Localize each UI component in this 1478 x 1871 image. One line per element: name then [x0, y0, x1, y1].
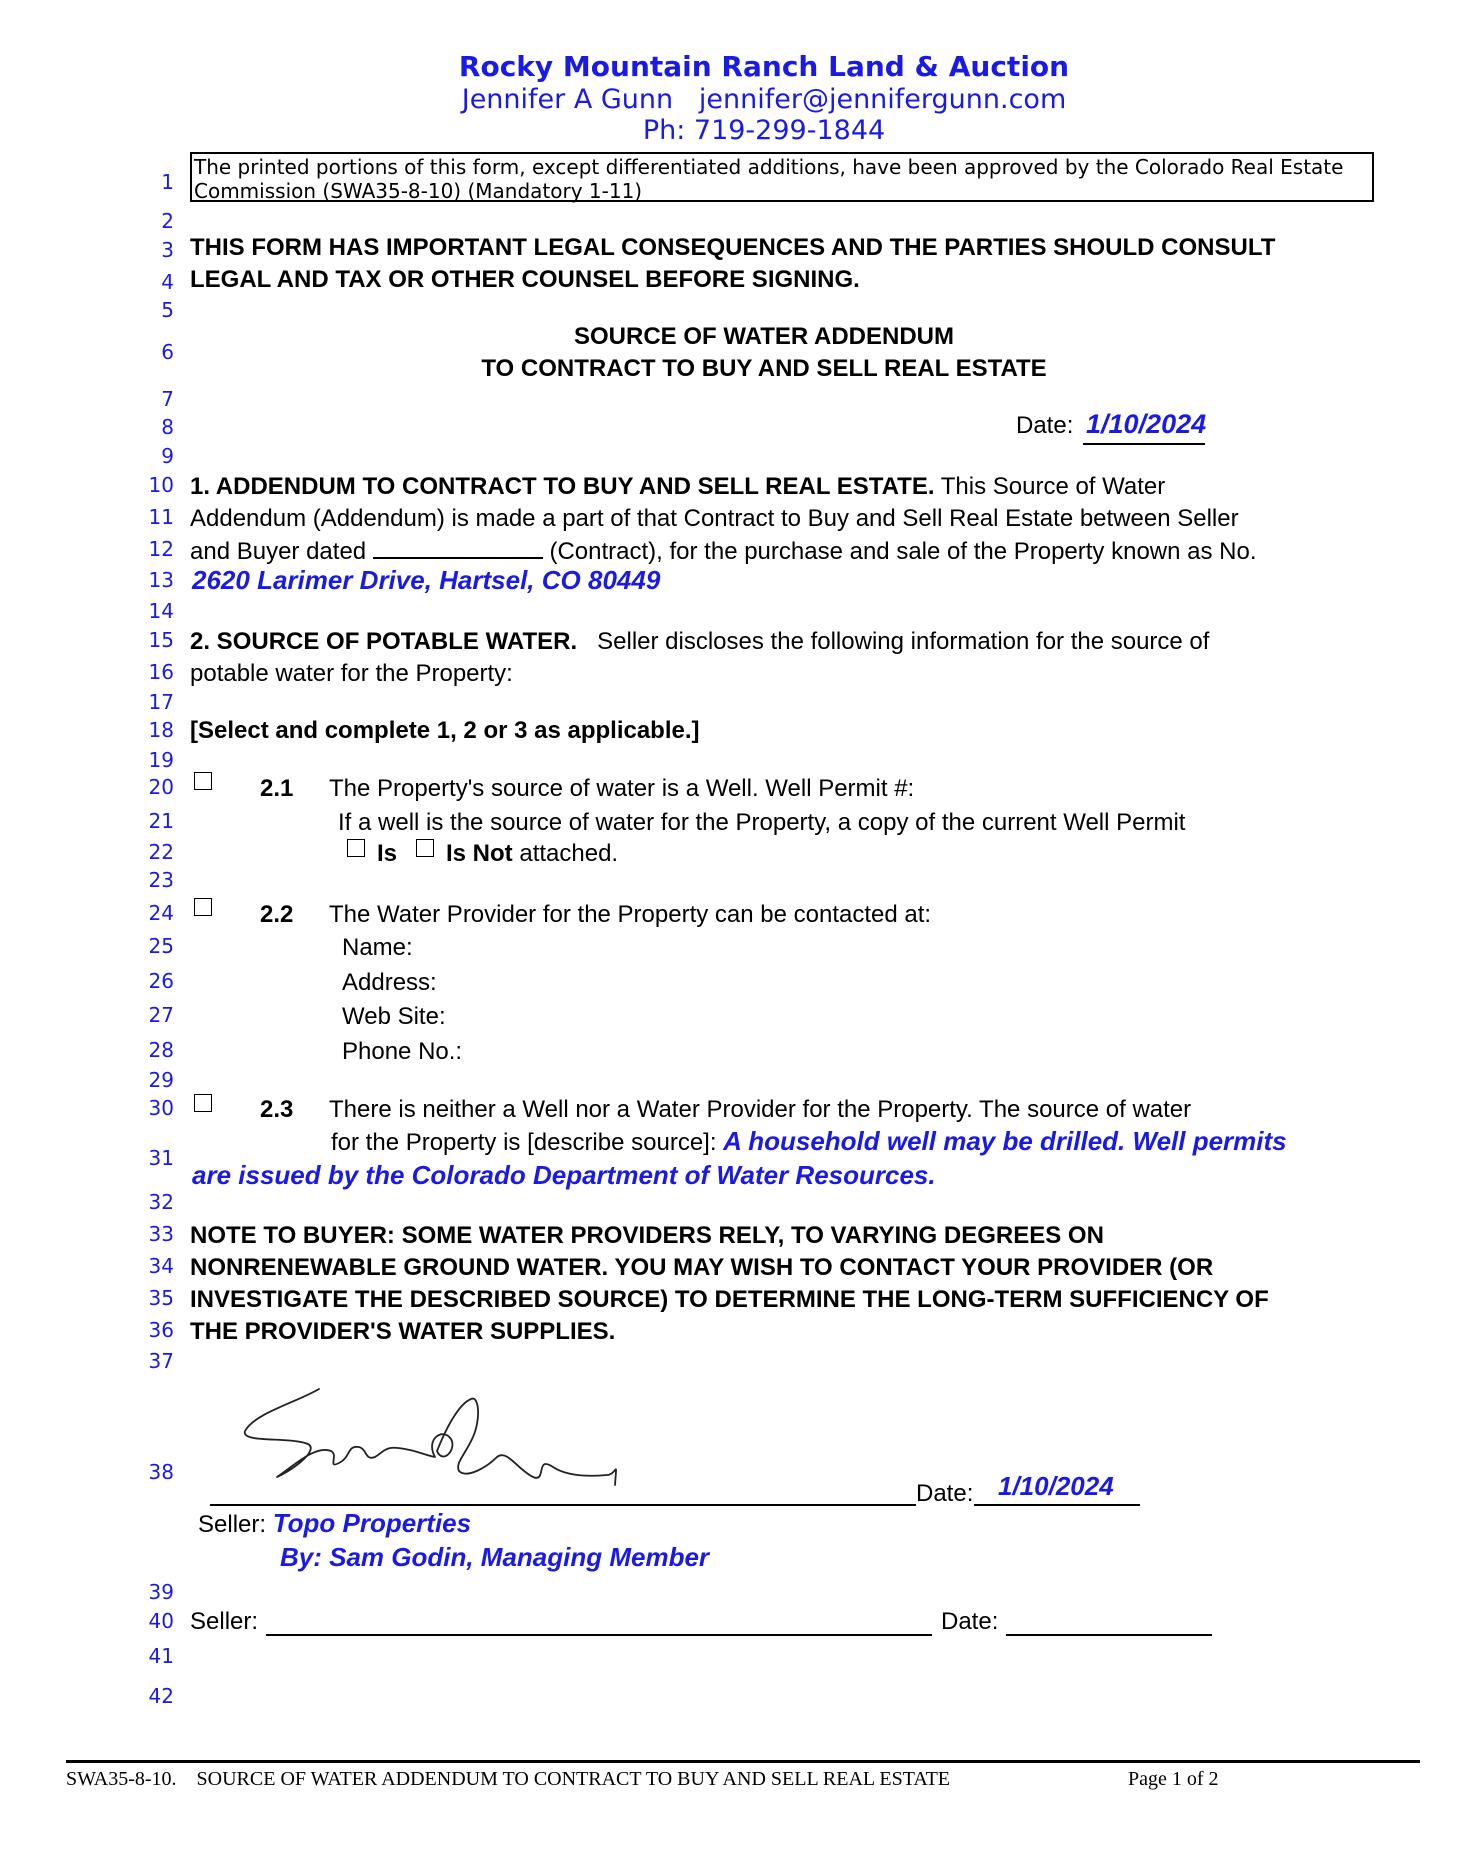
signature1-date-label: Date: [916, 1480, 974, 1507]
agent-phone: Ph: 719-299-1844 [642, 115, 886, 146]
is-label: Is [377, 840, 398, 867]
warning-line-2: LEGAL AND TAX OR OTHER COUNSEL BEFORE SIGNING. [190, 266, 860, 293]
line-number: 29 [148, 1068, 174, 1092]
company-name: Rocky Mountain Ranch Land & Auction [458, 50, 1070, 83]
well-permit-text: If a well is the source of water for the Property, a copy of the current Well Permit [338, 809, 1186, 836]
line-number: 31 [148, 1146, 174, 1170]
line-number: 17 [148, 690, 174, 714]
signature1-date-value[interactable]: 1/10/2024 [998, 1471, 1114, 1501]
footer-form-id: SWA35-8-10. SOURCE OF WATER ADDENDUM TO CONTRACT TO BUY AND SELL REAL ESTATE [66, 1768, 951, 1790]
select-instruction: [Select and complete 1, 2 or 3 as applicable.] [190, 717, 700, 744]
contract-date-blank[interactable] [373, 537, 543, 559]
note-line-4: THE PROVIDER'S WATER SUPPLIES. [190, 1318, 616, 1345]
note-line-2: NONRENEWABLE GROUND WATER. YOU MAY WISH TO CONTACT YOUR PROVIDER (OR [190, 1254, 1214, 1281]
option-2-3-text: There is neither a Well nor a Water Provider for the Property. The source of water [329, 1096, 1192, 1123]
agent-contact: Jennifer A Gunn jennifer@jennifergunn.com [461, 84, 1067, 115]
footer-rule [66, 1760, 1420, 1763]
line-number: 27 [148, 1003, 174, 1027]
signature2-date-label: Date: [941, 1608, 999, 1635]
provider-name-label: Name: [342, 934, 413, 961]
option-2-1-checkbox[interactable] [194, 772, 212, 790]
option-2-2-text: The Water Provider for the Property can be contacted at: [329, 901, 932, 928]
line-number: 28 [148, 1038, 174, 1062]
line-number: 35 [148, 1286, 174, 1310]
line-number: 1 [161, 170, 174, 194]
provider-address-label: Address: [342, 969, 437, 996]
buyer-dated-label: and Buyer dated [190, 538, 373, 565]
section1-heading: 1. ADDENDUM TO CONTRACT TO BUY AND SELL REAL ESTATE. [190, 473, 935, 500]
footer-page-number: Page 1 of 2 [1128, 1768, 1219, 1790]
water-source-a[interactable]: A household well may be drilled. Well permits [723, 1126, 1287, 1156]
signature1-date-underline [974, 1504, 1140, 1506]
line-number: 13 [148, 568, 174, 592]
seller-signature-image [235, 1385, 655, 1495]
line-number: 8 [161, 415, 174, 439]
seller-1-name[interactable]: Topo Properties [272, 1508, 472, 1538]
section2-heading: 2. SOURCE OF POTABLE WATER. [190, 628, 578, 655]
warning-line-1: THIS FORM HAS IMPORTANT LEGAL CONSEQUENCES AND THE PARTIES SHOULD CONSULT [190, 234, 1276, 261]
section2-line2: potable water for the Property: [190, 660, 513, 687]
option-2-3-checkbox[interactable] [194, 1094, 212, 1112]
section2-line1 [190, 628, 1209, 656]
date-label: Date: [1016, 412, 1074, 439]
line-number: 37 [148, 1349, 174, 1373]
note-line-1: NOTE TO BUYER: SOME WATER PROVIDERS RELY, TO VARYING DEGREES ON [190, 1222, 1104, 1249]
line-number: 5 [161, 298, 174, 322]
line-number: 41 [148, 1644, 174, 1668]
seller-signature-line-2[interactable] [266, 1634, 932, 1636]
attached-text: attached. [512, 840, 619, 867]
date-underline [1083, 443, 1205, 445]
line-number: 16 [148, 660, 174, 684]
line-number: 25 [148, 934, 174, 958]
provider-website-label: Web Site: [342, 1003, 446, 1030]
option-2-1-number: 2.1 [260, 775, 294, 802]
line-number: 39 [148, 1580, 174, 1604]
seller-1-label: Seller: [198, 1511, 273, 1538]
seller-signature-line-1[interactable] [210, 1504, 916, 1506]
line-number: 36 [148, 1318, 174, 1342]
line-number: 26 [148, 969, 174, 993]
provider-phone-label: Phone No.: [342, 1038, 463, 1065]
section1-line1 [190, 473, 1165, 501]
is-not-label: Is Not [446, 840, 513, 867]
line-number: 3 [161, 238, 174, 262]
line-number: 9 [161, 444, 174, 468]
note-line-3: INVESTIGATE THE DESCRIBED SOURCE) TO DETERMINE THE LONG-TERM SUFFICIENCY OF [190, 1286, 1269, 1313]
line-number: 18 [148, 718, 174, 742]
section1-text: This Source of Water [934, 473, 1166, 500]
line-number: 30 [148, 1096, 174, 1120]
line-number: 38 [148, 1460, 174, 1484]
line-number: 33 [148, 1222, 174, 1246]
line-number: 14 [148, 599, 174, 623]
describe-source-label: for the Property is [describe source]: [331, 1129, 724, 1156]
line-number: 2 [161, 209, 174, 233]
water-source-b[interactable]: are issued by the Colorado Department of Water Resources. [192, 1160, 936, 1190]
line-number: 12 [148, 537, 174, 561]
line-number: 22 [148, 840, 174, 864]
is-not-attached-checkbox[interactable] [416, 839, 434, 857]
section2-text: Seller discloses the following information for the source of [577, 628, 1210, 655]
form-title-1: SOURCE OF WATER ADDENDUM [574, 323, 954, 350]
line-number: 23 [148, 868, 174, 892]
line-number: 24 [148, 901, 174, 925]
form-title-2: TO CONTRACT TO BUY AND SELL REAL ESTATE [481, 355, 1047, 382]
property-address[interactable]: 2620 Larimer Drive, Hartsel, CO 80449 [192, 565, 661, 595]
approval-notice: The printed portions of this form, except differentiated additions, have been approved by the Colorado Real Estate Commission (SWA35-8-10) (Mandatory 1-11) [190, 152, 1374, 202]
option-2-1-text: The Property's source of water is a Well. Well Permit #: [329, 775, 915, 802]
line-number: 20 [148, 775, 174, 799]
is-attached-checkbox[interactable] [347, 839, 365, 857]
line-number: 19 [148, 748, 174, 772]
section1-line3 [190, 537, 1257, 566]
line-number: 4 [161, 270, 174, 294]
line-number: 32 [148, 1190, 174, 1214]
line-number: 6 [161, 340, 174, 364]
line-number: 15 [148, 628, 174, 652]
contract-purchase-text: (Contract), for the purchase and sale of the Property known as No. [542, 538, 1257, 565]
is-not-line [446, 840, 618, 868]
line-number: 40 [148, 1609, 174, 1633]
section1-line2: Addendum (Addendum) is made a part of that Contract to Buy and Sell Real Estate between Seller [190, 505, 1239, 532]
seller-1-by[interactable]: By: Sam Godin, Managing Member [280, 1542, 710, 1572]
line-number: 34 [148, 1254, 174, 1278]
line-number: 11 [148, 505, 174, 529]
option-2-3-line2 [331, 1126, 1287, 1157]
option-2-2-checkbox[interactable] [194, 898, 212, 916]
line-number: 21 [148, 809, 174, 833]
seller-1-line [198, 1508, 471, 1539]
line-number: 10 [148, 473, 174, 497]
date-value[interactable]: 1/10/2024 [1086, 409, 1207, 439]
seller-2-label: Seller: [190, 1608, 259, 1635]
line-number: 42 [148, 1684, 174, 1708]
signature2-date-line[interactable] [1006, 1634, 1212, 1636]
option-2-2-number: 2.2 [260, 901, 294, 928]
line-number: 7 [161, 387, 174, 411]
option-2-3-number: 2.3 [260, 1096, 294, 1123]
